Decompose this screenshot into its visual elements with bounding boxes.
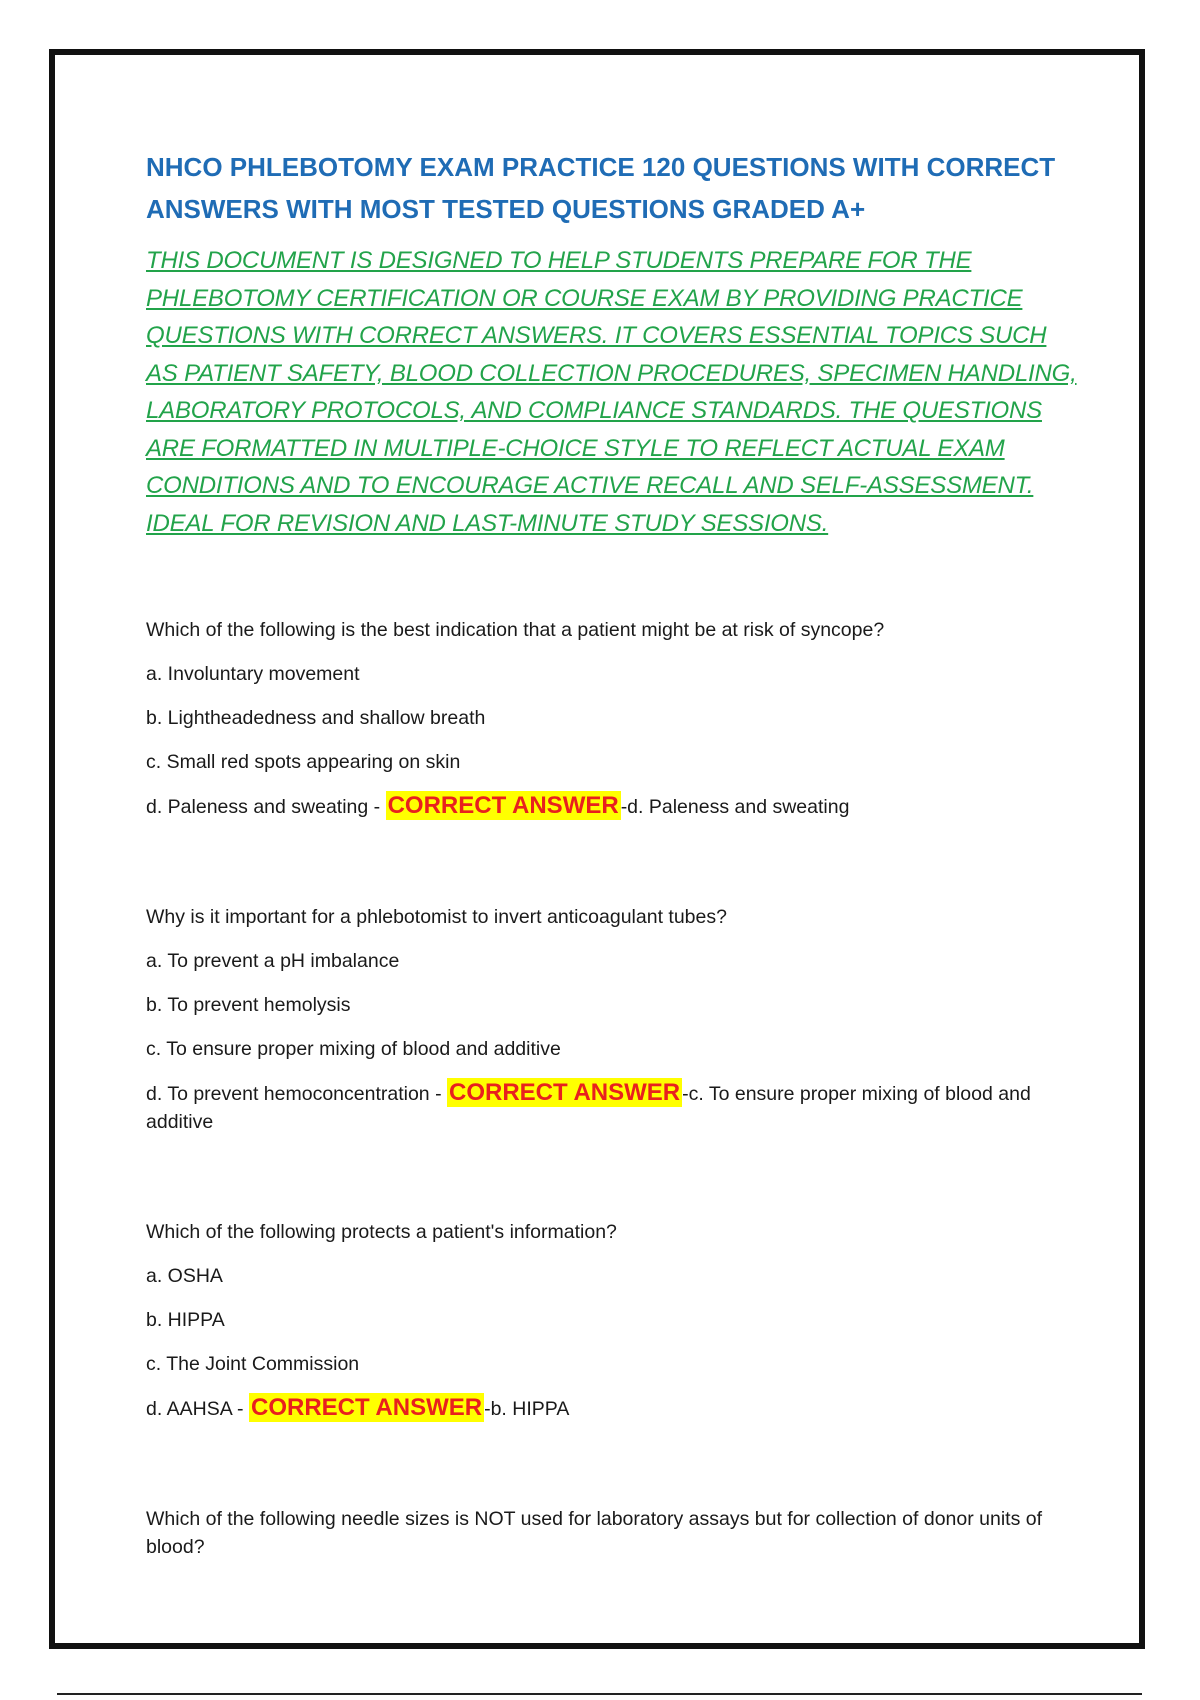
question-3 <box>146 1218 1081 1423</box>
option-d: d. Paleness and sweating - <box>146 796 381 818</box>
question-text: Which of the following is the best indication that a patient might be at risk of syncope? <box>146 619 885 641</box>
document-title: NHCO PHLEBOTOMY EXAM PRACTICE 120 QUESTIONS WITH CORRECT ANSWERS WITH MOST TESTED QUESTIONS GRADED A+ <box>146 152 1056 224</box>
option-d-with-answer <box>146 1079 1081 1136</box>
question-1 <box>146 616 1081 821</box>
question-text: Which of the following protects a patient's information? <box>146 1221 617 1243</box>
question-2 <box>146 903 1081 1136</box>
option-c: c. The Joint Commission <box>146 1353 360 1375</box>
question-text: Why is it important for a phlebotomist to invert anticoagulant tubes? <box>146 906 727 928</box>
option-c: c. Small red spots appearing on skin <box>146 751 461 773</box>
correct-answer-label: CORRECT ANSWER <box>250 1394 483 1421</box>
option-b: b. HIPPA <box>146 1309 225 1331</box>
option-b: b. To prevent hemolysis <box>146 994 351 1016</box>
option-d-with-answer <box>146 792 1081 821</box>
option-d: d. To prevent hemoconcentration - <box>146 1083 442 1105</box>
correct-answer-label: CORRECT ANSWER <box>449 1079 681 1106</box>
correct-answer-text: -c. To ensure proper mixing of blood and additive <box>146 1083 1031 1133</box>
document-intro: THIS DOCUMENT IS DESIGNED TO HELP STUDENTS PREPARE FOR THE PHLEBOTOMY CERTIFICATION OR COURSE EXAM BY PROVIDING PRACTICE QUESTIONS WITH CORRECT ANSWERS. IT COVERS ESSENTIAL TOPICS SUCH AS PATIENT SAFETY, BLOOD COLLECTION PROCEDURES, SPECIMEN HANDLING, LABORATORY PROTOCOLS, AND COMPLIANCE STANDARDS. THE QUESTIONS ARE FORMATTED IN MULTIPLE-CHOICE STYLE TO REFLECT ACTUAL EXAM CONDITIONS AND TO ENCOURAGE ACTIVE RECALL AND SELF-ASSESSMENT. IDEAL FOR REVISION AND LAST-MINUTE STUDY SESSIONS. <box>146 247 1077 537</box>
correct-answer-text: -d. Paleness and sweating <box>620 796 850 818</box>
option-c: c. To ensure proper mixing of blood and additive <box>146 1038 561 1060</box>
option-a: a. OSHA <box>146 1265 223 1287</box>
option-d-with-answer <box>146 1394 1081 1423</box>
question-list <box>146 616 1081 1561</box>
question-text: Which of the following needle sizes is NOT used for laboratory assays but for collection of donor units of blood? <box>146 1508 1043 1558</box>
correct-answer-label: CORRECT ANSWER <box>387 792 619 819</box>
bottom-rule <box>57 1693 1142 1695</box>
question-4 <box>146 1505 1081 1561</box>
option-b: b. Lightheadedness and shallow breath <box>146 707 486 729</box>
correct-answer-text: -b. HIPPA <box>484 1398 570 1420</box>
document-content <box>146 146 1081 1577</box>
option-a: a. Involuntary movement <box>146 663 360 685</box>
option-a: a. To prevent a pH imbalance <box>146 950 400 972</box>
option-d: d. AAHSA - <box>146 1398 244 1420</box>
